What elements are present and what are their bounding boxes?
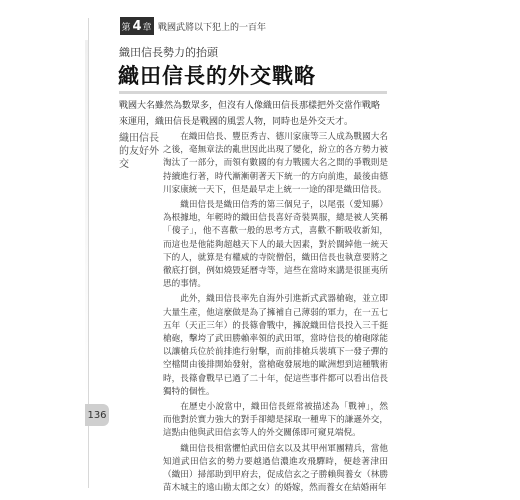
body-paragraph: 在織田信長、豐臣秀吉、德川家康等三人成為戰國大名之後，毫無章法的亂世因此出現了變化，紛立的各方勢力被淘汰了一部分，而領有數國的有力戰國大名之間的爭戰則是持續進行著，時代漸漸朝著天下統一的方向前進，最後由德川家康統一天下，但是最早走上統一一途的卻是織田信長。 [163,132,388,195]
section-subtitle: 織田信長勢力的抬頭 [119,46,218,59]
sidebar-heading-line: 織田信長 [119,133,159,144]
sidebar-heading-line: 的友好外 [119,146,159,157]
section-intro: 戰國大名雖然為數眾多，但沒有人像織田信長那樣把外交當作戰略來運用，織田信長是戰國的風雲人物，同時也是外交天才。 [119,101,381,127]
body-paragraph: 在歷史小說當中，織田信長經常被描述為「戰神」，然而他對於實力強大的對手卻總是採取一種卑下的謙遜外交，這點由他與武田信玄等人的外交關係即可窺見端倪。 [163,402,388,439]
chapter-suffix: 章 [142,22,153,33]
title-underline [119,91,387,94]
page-gutter-shadow [85,40,88,400]
body-paragraph: 織田信長是織田信秀的第三個兒子，以尾張（愛知縣）為根據地，年輕時的織田信長喜好奇裝異服，總是被人笑稱「傻子」，他不喜歡一般的思考方式，喜歡不斷吸收新知，而這也是他能夠超越天下人的最大因素，對於闊綽他一統天下的人，就算是有權威的寺院僧侶，織田信長也執意要將之徹底打倒，例如燒毀延曆寺等，這些在當時來講是很匪夷所思的事情。 [163,200,388,290]
chapter-number: 4 [132,18,143,34]
body-text [163,131,388,497]
body-paragraph: 織田信長相當懼怕武田信玄以及其甲州軍團精兵，當他知道武田信玄的勢力要越過信濃進攻飛驒時，便趁著津田（織田）掃部助到甲府去，促成信玄之子勝賴與養女（林勝苗木城主的遠山勘太郎之女）的婚嫁，然而養女在結婚兩年 [163,443,388,494]
page-number: 136 [85,404,109,426]
section-title: 織田信長的外交戰略 [118,64,316,88]
sidebar-heading [119,132,159,171]
running-header [120,16,266,36]
running-header-title: 戰國武將以下犯上的一百年 [158,22,267,33]
chapter-badge [120,17,154,35]
sidebar-heading-line: 交 [119,159,129,170]
body-paragraph: 此外，織田信長率先自海外引進新式武器槍砲，並立即大量生產，他這麼做是為了擁補自己薄弱的軍力，在一五七五年（天正三年）的長篠會戰中，擁說織田信長投入三千挺槍砲，擊垮了武田勝賴率領的武田軍，當時信長的槍砲隊能以讓槍兵位於前排進行射擊，而前排槍兵裝填下一發子彈的空檔間由後排開始發射，當槍砲發展地的歐洲想到這種戰術時，長篠會戰早已過了二十年，促這些事件都可以看出信長獨特的個性。 [163,294,388,397]
chapter-prefix: 第 [121,22,132,33]
